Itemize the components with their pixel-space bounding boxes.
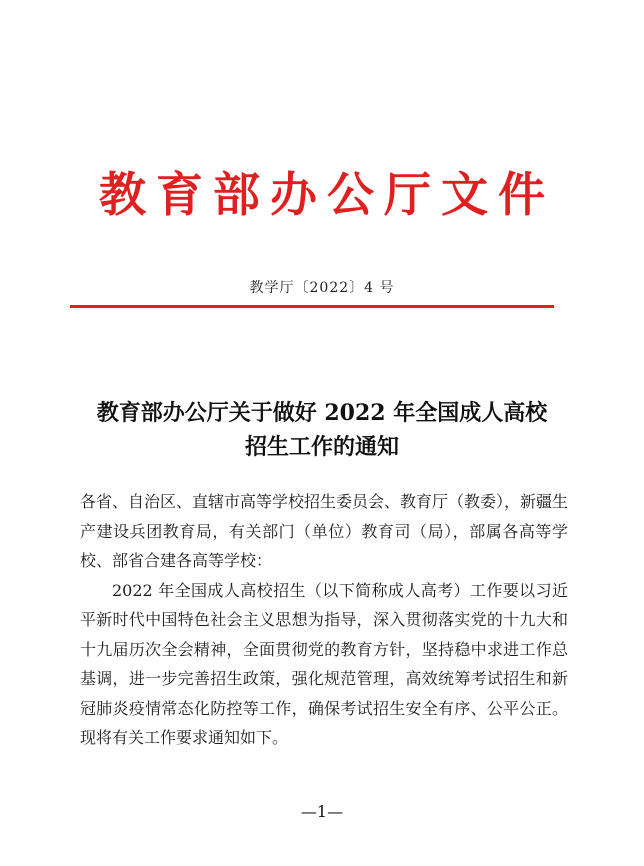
salutation-paragraph: 各省、自治区、直辖市高等学校招生委员会、教育厅（教委），新疆生产建设兵团教育局，有关部门（单位）教育司（局），部属各高等学校、部省合建各高等学校： [80,492,569,570]
page-number: —1— [300,802,344,821]
title-line-1: 教育部办公厅关于做好 2022 年全国成人高校 [96,400,548,426]
title-line-2: 招生工作的通知 [244,434,399,460]
document-title [40,396,604,464]
document-number: 教学厅〔2022〕4 号 [249,280,395,296]
document-masthead: 教育部办公厅文件 [99,168,555,223]
document-body [80,487,568,753]
red-divider-line [70,305,554,308]
body-paragraph-1: 2022 年全国成人高校招生（以下简称成人高考）工作要以习近平新时代中国特色社会主义思想为指导，深入贯彻落实党的十九大和十九届历次全会精神，全面贯彻党的教育方针，坚持稳中求进工作总基调，进一步完善招生政策，强化规范管理，高效统筹考试招生和新冠肺炎疫情常态化防控等工作，确保考试招生安全有序、公平公正。现将有关工作要求通知如下。 [80,580,568,747]
